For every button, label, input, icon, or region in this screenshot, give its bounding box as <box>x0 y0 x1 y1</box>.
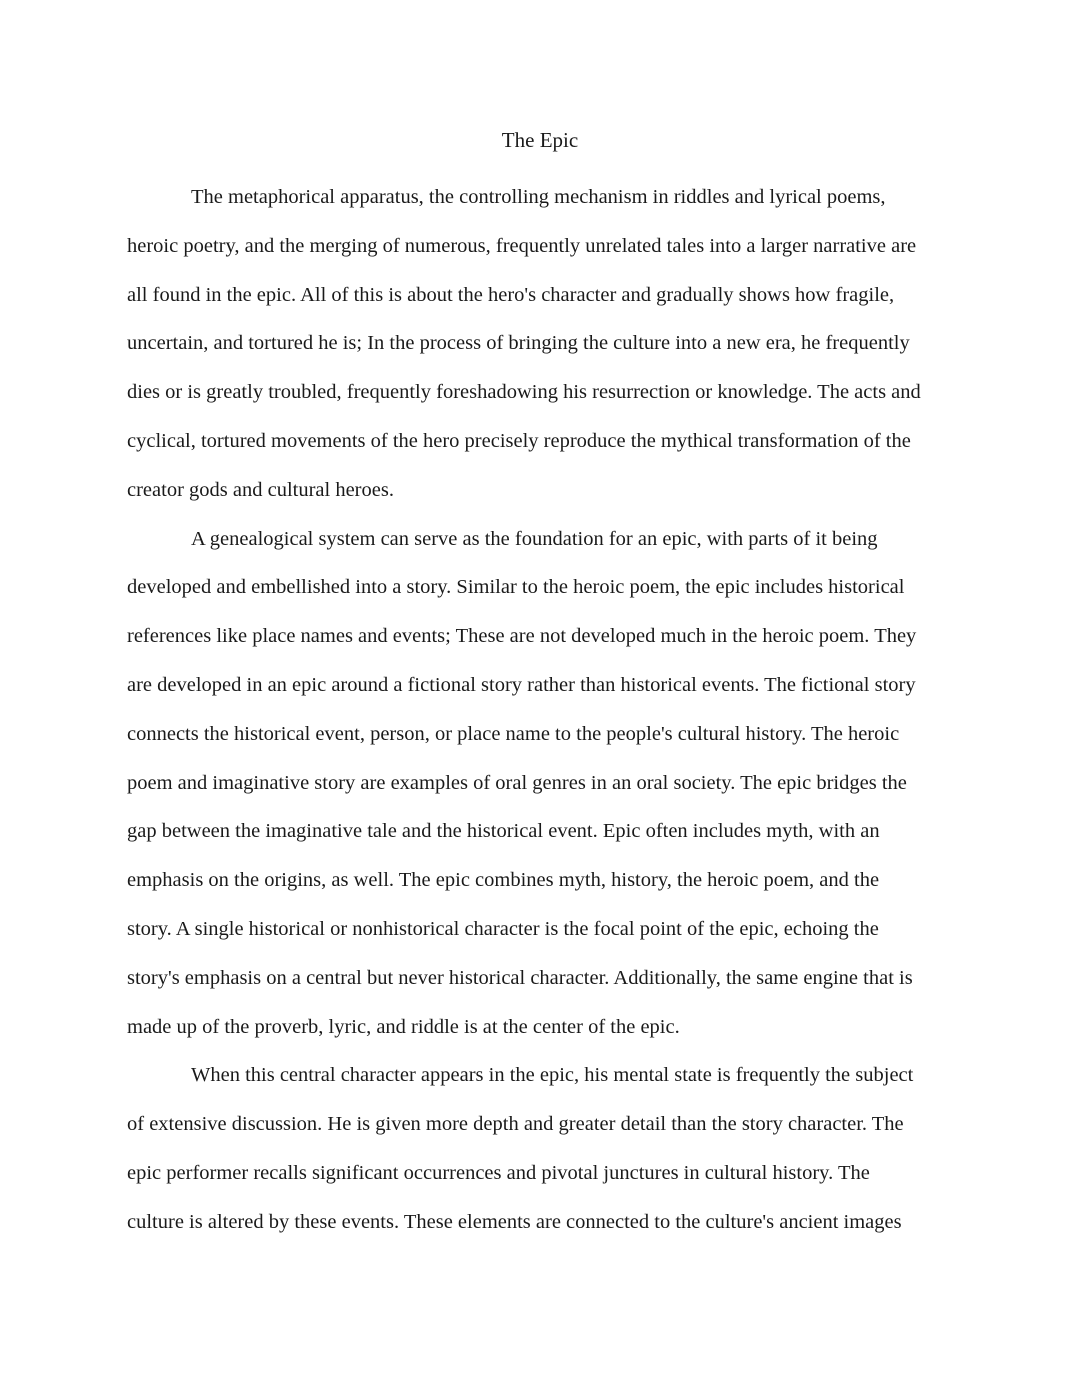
text-line: culture is altered by these events. These elements are connected to the culture's ancient images <box>127 1210 902 1233</box>
text-line: of extensive discussion. He is given more depth and greater detail than the story character. The <box>127 1113 904 1136</box>
text-line: A genealogical system can serve as the foundation for an epic, with parts of it being <box>191 527 878 550</box>
text-line: dies or is greatly troubled, frequently foreshadowing his resurrection or knowledge. The acts and <box>127 381 921 404</box>
text-line: made up of the proverb, lyric, and riddle is at the center of the epic. <box>127 1015 680 1038</box>
text-line: connects the historical event, person, or place name to the people's cultural history. The heroic <box>127 722 900 745</box>
document-body <box>127 173 953 1247</box>
text-line: The metaphorical apparatus, the controlling mechanism in riddles and lyrical poems, <box>191 186 886 208</box>
text-line: all found in the epic. All of this is about the hero's character and gradually shows how fragile, <box>127 283 895 306</box>
text-line: emphasis on the origins, as well. The epic combines myth, history, the heroic poem, and the <box>127 869 880 892</box>
text-line: references like place names and events; These are not developed much in the heroic poem. They <box>127 625 917 648</box>
text-line: developed and embellished into a story. Similar to the heroic poem, the epic includes historical <box>127 576 905 599</box>
text-line: story. A single historical or nonhistorical character is the focal point of the epic, echoing the <box>127 917 879 940</box>
text-line: cyclical, tortured movements of the hero precisely reproduce the mythical transformation of the <box>127 429 911 452</box>
text-line: uncertain, and tortured he is; In the process of bringing the culture into a new era, he frequently <box>127 332 910 355</box>
text-line: When this central character appears in the epic, his mental state is frequently the subject <box>191 1064 914 1087</box>
text-line: epic performer recalls significant occurrences and pivotal junctures in cultural history. The <box>127 1161 870 1184</box>
text-line: gap between the imaginative tale and the historical event. Epic often includes myth, with an <box>127 820 880 843</box>
text-line: creator gods and cultural heroes. <box>127 478 394 501</box>
text-line: story's emphasis on a central but never historical character. Additionally, the same engine that is <box>127 966 913 989</box>
text-line: heroic poetry, and the merging of numerous, frequently unrelated tales into a larger narrative are <box>127 234 917 257</box>
paragraph-2 <box>127 515 953 1052</box>
text-line: poem and imaginative story are examples of oral genres in an oral society. The epic bridges the <box>127 771 907 794</box>
paragraph-3 <box>127 1051 953 1246</box>
text-line: are developed in an epic around a fictional story rather than historical events. The fictional story <box>127 673 916 696</box>
document-title: The Epic <box>501 128 579 152</box>
paragraph-1 <box>127 173 953 515</box>
